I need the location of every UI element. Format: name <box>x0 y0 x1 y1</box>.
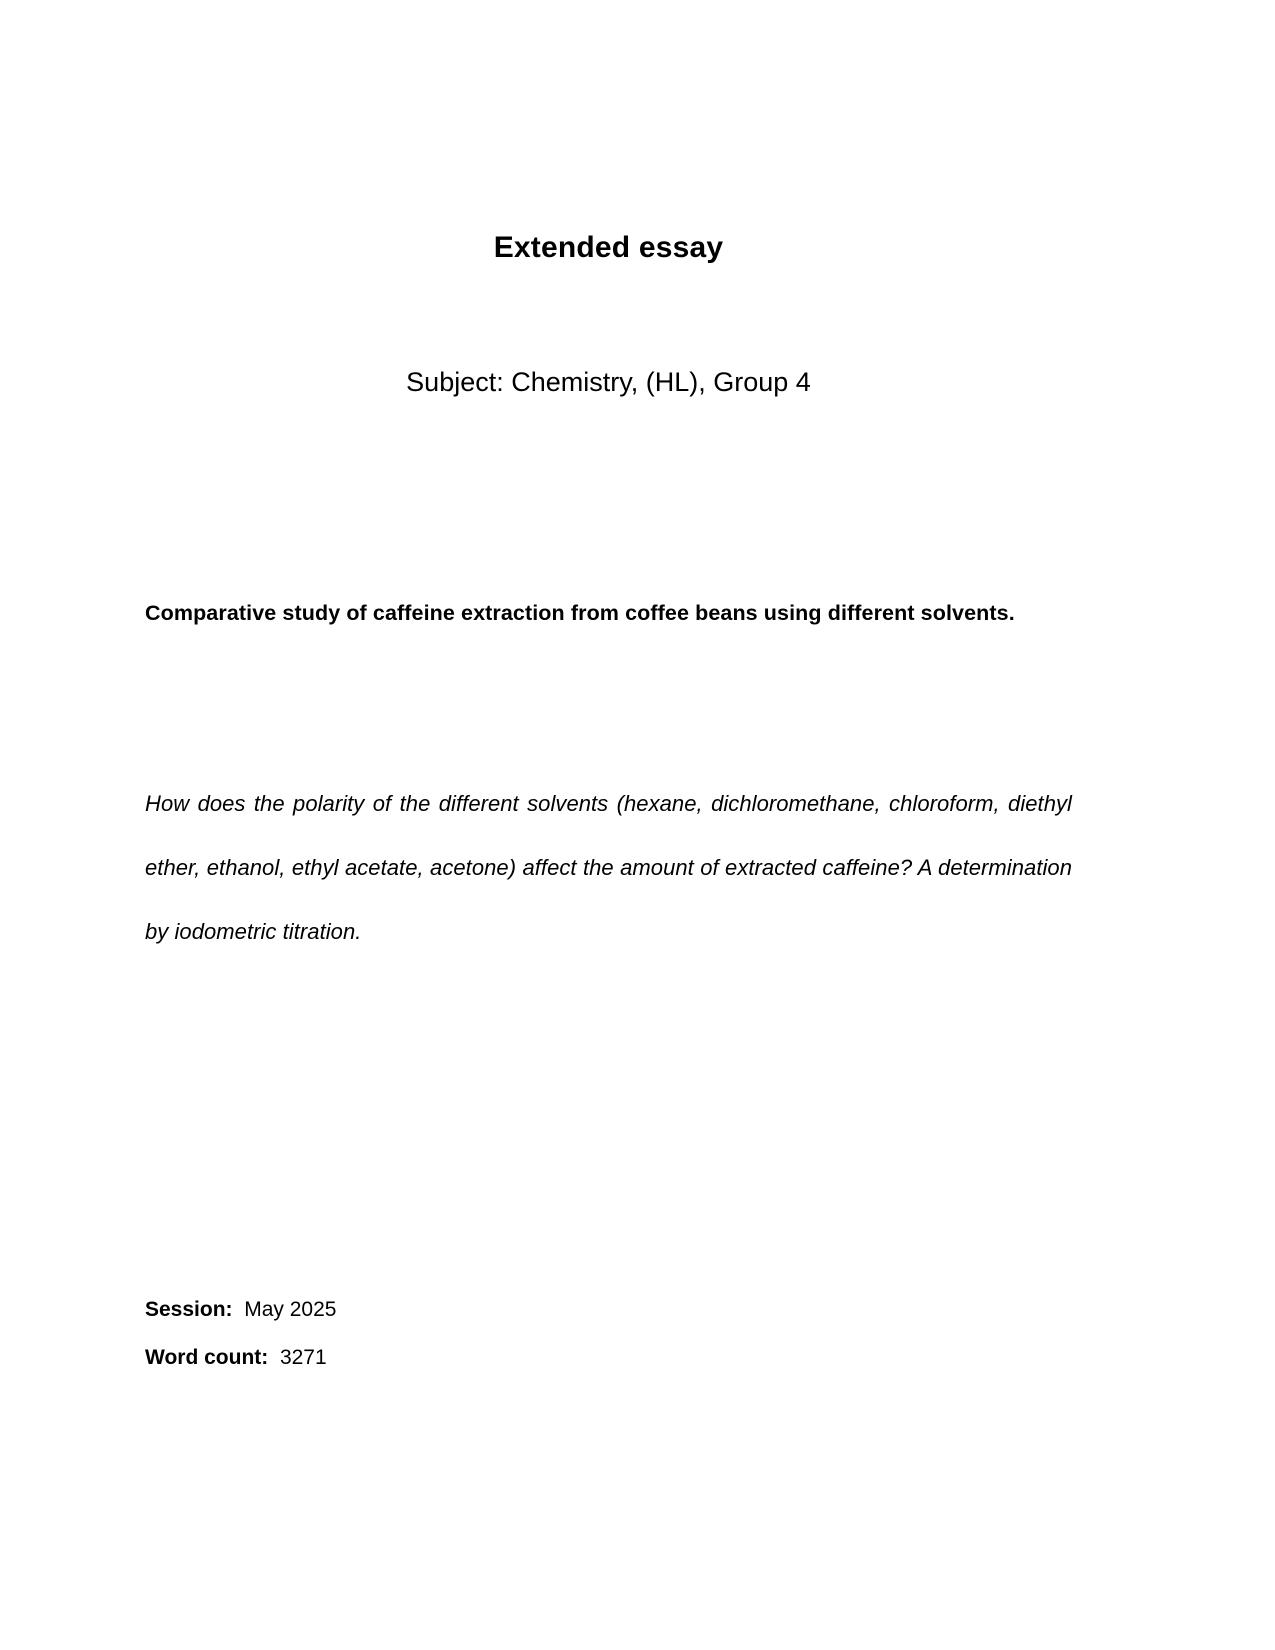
page-content-column <box>145 0 1072 1650</box>
word-count-label: Word count: <box>145 1346 275 1369</box>
session-row <box>145 1286 1072 1334</box>
session-label: Session: <box>145 1298 239 1321</box>
page-title: Extended essay <box>493 231 724 265</box>
essay-title: Comparative study of caffeine extraction from coffee beans using different solvents. <box>145 601 1015 625</box>
research-question: How does the polarity of the different solvents (hexane, dichloromethane, chloroform, diethyl ether, ethanol, ethyl acetate, acetone) affect the amount of extracted caffeine? A determination by iodometric titration. <box>145 791 1072 944</box>
word-count-row <box>145 1334 1072 1382</box>
word-count-value: 3271 <box>279 1346 327 1369</box>
metadata-block <box>145 1286 1072 1382</box>
subject-line: Subject: Chemistry, (HL), Group 4 <box>406 367 811 397</box>
session-value: May 2025 <box>244 1298 337 1321</box>
